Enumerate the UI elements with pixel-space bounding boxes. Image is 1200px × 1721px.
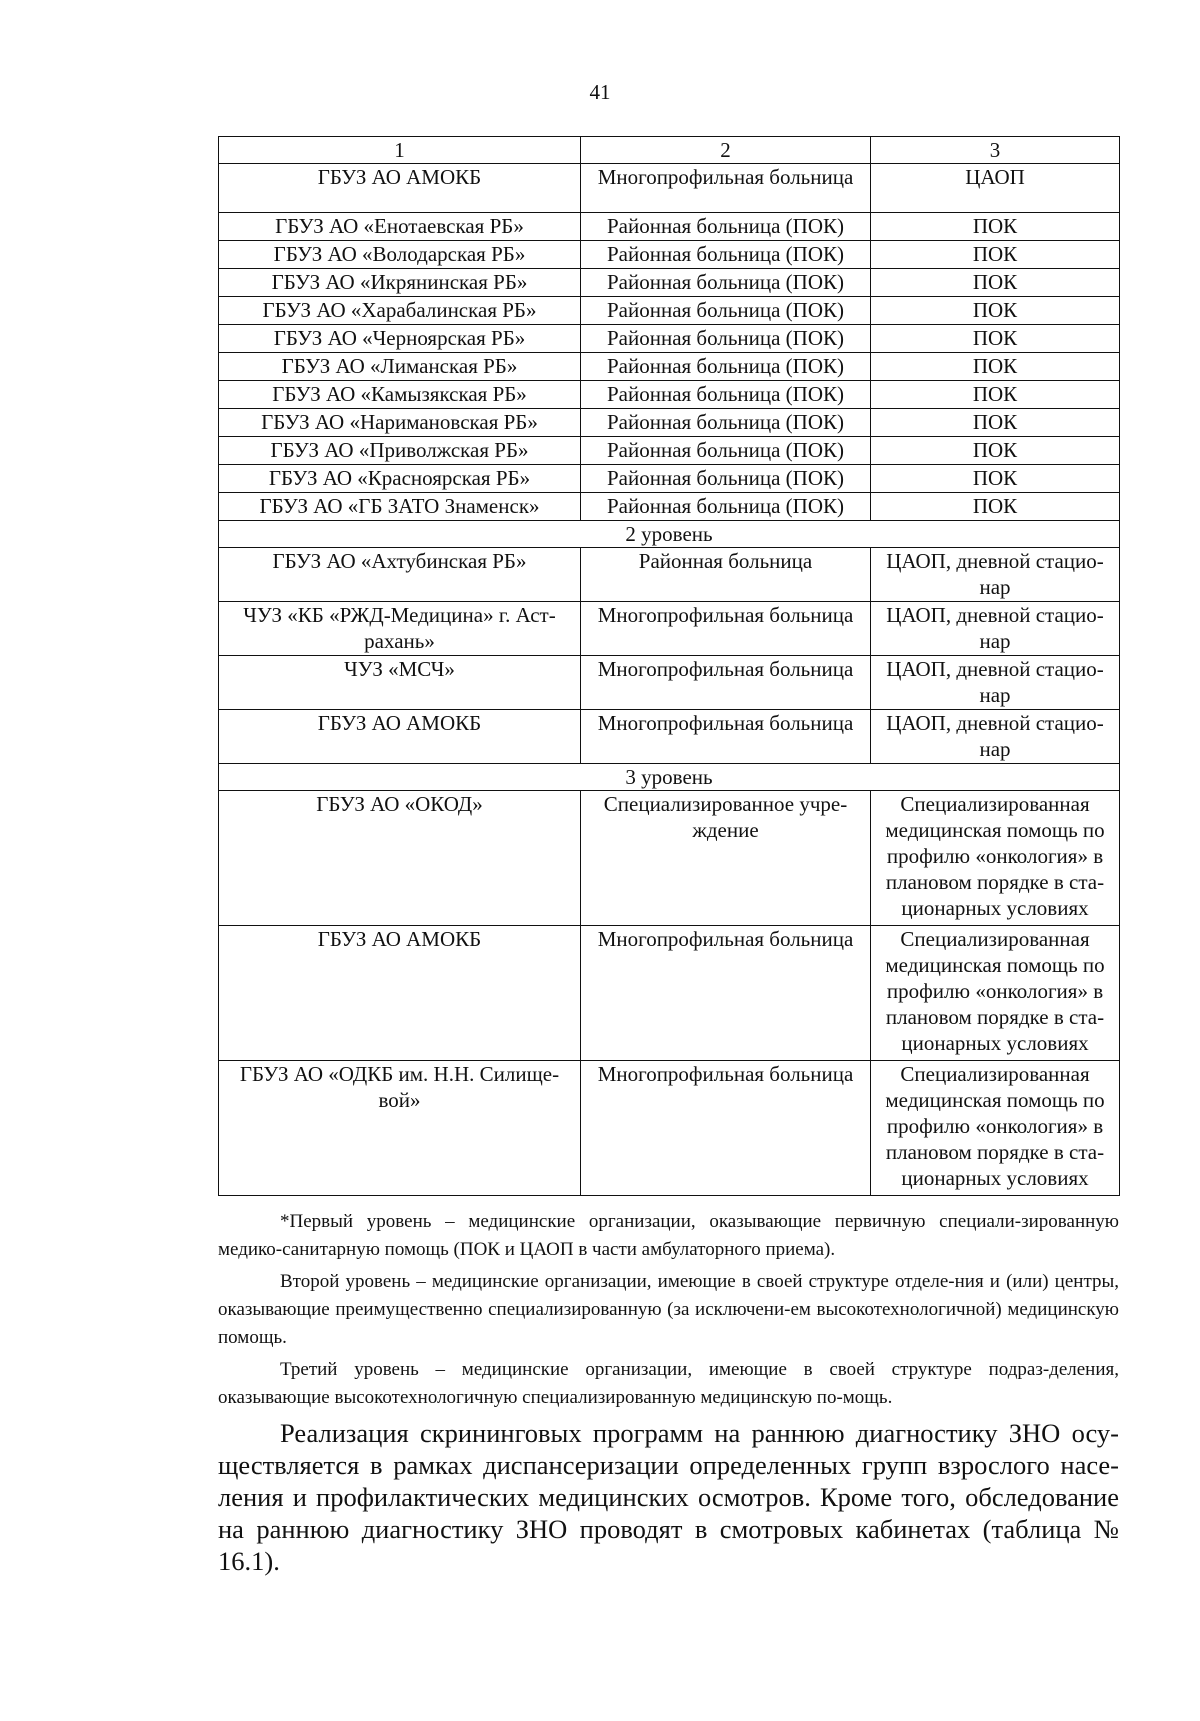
type-cell: Районная больница (ПОК) (581, 241, 871, 269)
organization-cell: ГБУЗ АО «Ахтубинская РБ» (219, 548, 581, 602)
table-row (219, 353, 1120, 381)
column-header-2: 2 (581, 137, 871, 164)
service-cell: ЦАОП, дневной стацио-нар (871, 656, 1120, 710)
organization-cell: ГБУЗ АО «Икрянинская РБ» (219, 269, 581, 297)
organization-cell: ГБУЗ АО «Володарская РБ» (219, 241, 581, 269)
service-cell: ЦАОП (871, 164, 1120, 213)
table-header-row (219, 137, 1120, 164)
type-cell: Районная больница (ПОК) (581, 493, 871, 521)
page-number: 41 (589, 80, 611, 104)
service-cell: ПОК (871, 465, 1120, 493)
organization-cell: ЧУЗ «КБ «РЖД-Медицина» г. Аст-рахань» (219, 602, 581, 656)
organization-cell: ГБУЗ АО «Красноярская РБ» (219, 465, 581, 493)
type-cell: Районная больница (ПОК) (581, 409, 871, 437)
type-cell: Специализированное учре-ждение (581, 791, 871, 926)
organization-cell: ГБУЗ АО АМОКБ (219, 926, 581, 1061)
column-header-3: 3 (871, 137, 1120, 164)
table-footnotes (218, 1208, 1119, 1416)
service-cell: ПОК (871, 493, 1120, 521)
organization-cell: ГБУЗ АО «ОДКБ им. Н.Н. Силище-вой» (219, 1061, 581, 1196)
type-cell: Районная больница (581, 548, 871, 602)
type-cell: Районная больница (ПОК) (581, 353, 871, 381)
organization-cell: ГБУЗ АО «Приволжская РБ» (219, 437, 581, 465)
table-row (219, 1061, 1120, 1196)
service-cell: ПОК (871, 437, 1120, 465)
organization-cell: ГБУЗ АО «ОКОД» (219, 791, 581, 926)
footnote-first-level: *Первый уровень – медицинские организации, оказывающие первичную специали-зированную медико-санитарную помощь (ПОК и ЦАОП в части амбулаторного приема). (218, 1211, 1119, 1260)
type-cell: Многопрофильная больница (581, 926, 871, 1061)
table-row (219, 602, 1120, 656)
organization-cell: ГБУЗ АО «Енотаевская РБ» (219, 213, 581, 241)
footnote-second-level: Второй уровень – медицинские организации, имеющие в своей структуре отделе-ния и (или) центры, оказывающие преимущественно специализированную (за исключени-ем высокотехнологичной) медицинскую помощь. (218, 1271, 1119, 1348)
service-cell: ПОК (871, 409, 1120, 437)
table-row (219, 465, 1120, 493)
table-row (219, 269, 1120, 297)
type-cell: Районная больница (ПОК) (581, 213, 871, 241)
organization-cell: ГБУЗ АО «Харабалинская РБ» (219, 297, 581, 325)
service-cell: ПОК (871, 213, 1120, 241)
service-cell: ПОК (871, 297, 1120, 325)
organization-cell: ГБУЗ АО «ГБ ЗАТО Знаменск» (219, 493, 581, 521)
type-cell: Районная больница (ПОК) (581, 325, 871, 353)
table-row (219, 409, 1120, 437)
type-cell: Районная больница (ПОК) (581, 297, 871, 325)
table-row (219, 241, 1120, 269)
service-cell: ПОК (871, 381, 1120, 409)
service-cell: ЦАОП, дневной стацио-нар (871, 602, 1120, 656)
table-row (219, 493, 1120, 521)
organization-cell: ГБУЗ АО «Наримановская РБ» (219, 409, 581, 437)
type-cell: Районная больница (ПОК) (581, 437, 871, 465)
organization-cell: ГБУЗ АО «Черноярская РБ» (219, 325, 581, 353)
level-2-label: 2 уровень (219, 521, 1120, 548)
organization-cell: ГБУЗ АО «Камызякская РБ» (219, 381, 581, 409)
table-row (219, 710, 1120, 764)
service-cell: ЦАОП, дневной стацио-нар (871, 710, 1120, 764)
level-2-header-row (219, 521, 1120, 548)
service-cell: ПОК (871, 325, 1120, 353)
organization-cell: ГБУЗ АО АМОКБ (219, 164, 581, 213)
table-row (219, 325, 1120, 353)
table-row (219, 656, 1120, 710)
table-row (219, 213, 1120, 241)
table-row (219, 926, 1120, 1061)
type-cell: Районная больница (ПОК) (581, 269, 871, 297)
column-header-1: 1 (219, 137, 581, 164)
table-row (219, 297, 1120, 325)
table-row (219, 164, 1120, 213)
organization-cell: ГБУЗ АО «Лиманская РБ» (219, 353, 581, 381)
type-cell: Многопрофильная больница (581, 164, 871, 213)
organization-cell: ЧУЗ «МСЧ» (219, 656, 581, 710)
footnote-third-level: Третий уровень – медицинские организации, имеющие в своей структуре подраз-деления, оказывающие высокотехнологичную специализированную медицинскую по-мощь. (218, 1359, 1119, 1408)
table-row (219, 381, 1120, 409)
level-3-header-row (219, 764, 1120, 791)
type-cell: Районная больница (ПОК) (581, 381, 871, 409)
level-3-label: 3 уровень (219, 764, 1120, 791)
service-cell: Специализированная медицинская помощь по профилю «онкология» в плановом порядке в ста-ционарных условиях (871, 791, 1120, 926)
table-row (219, 548, 1120, 602)
body-paragraph: Реализация скрининговых программ на раннюю диагностику ЗНО осу-ществляется в рамках диспансеризации определенных групп взрослого насе-ления и профилактических медицинских осмотров. Кроме того, обследование на раннюю диагностику ЗНО проводят в смотровых кабинетах (таблица № 16.1). (218, 1418, 1119, 1576)
service-cell: Специализированная медицинская помощь по профилю «онкология» в плановом порядке в ста-ционарных условиях (871, 926, 1120, 1061)
type-cell: Многопрофильная больница (581, 656, 871, 710)
table-row (219, 791, 1120, 926)
type-cell: Районная больница (ПОК) (581, 465, 871, 493)
medical-organizations-table (218, 136, 1120, 1196)
type-cell: Многопрофильная больница (581, 1061, 871, 1196)
service-cell: ПОК (871, 241, 1120, 269)
service-cell: ПОК (871, 353, 1120, 381)
organization-cell: ГБУЗ АО АМОКБ (219, 710, 581, 764)
type-cell: Многопрофильная больница (581, 710, 871, 764)
type-cell: Многопрофильная больница (581, 602, 871, 656)
service-cell: ЦАОП, дневной стацио-нар (871, 548, 1120, 602)
table-row (219, 437, 1120, 465)
service-cell: Специализированная медицинская помощь по профилю «онкология» в плановом порядке в ста-ционарных условиях (871, 1061, 1120, 1196)
service-cell: ПОК (871, 269, 1120, 297)
